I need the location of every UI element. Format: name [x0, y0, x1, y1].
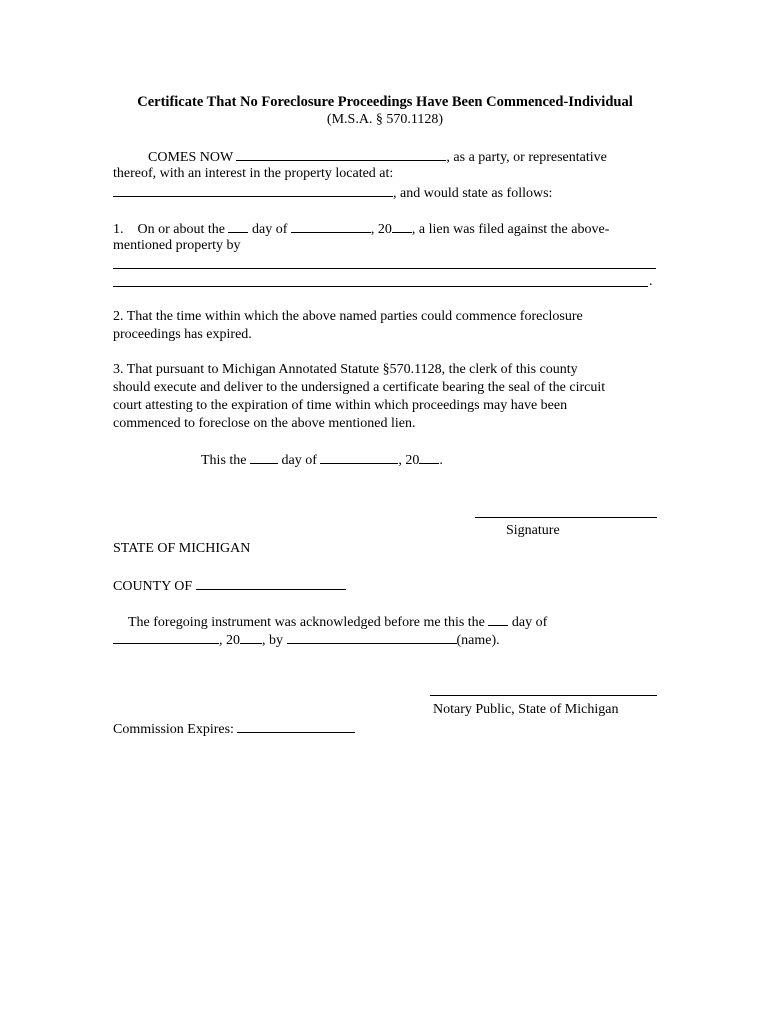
acknowledgment-by: , by	[262, 633, 283, 648]
intro-line-1	[148, 147, 607, 167]
acknowledgment-day-of: day of	[511, 615, 548, 630]
acknowledgment-line-1	[128, 612, 547, 632]
dated-prefix: This the	[201, 453, 247, 468]
item-1-line-1	[113, 219, 609, 239]
county-line	[113, 576, 346, 596]
party-suffix-text: , as a party, or representative	[446, 150, 607, 165]
item-1-period: .	[649, 274, 653, 289]
acknowledgment-year-prefix: , 20	[219, 633, 240, 648]
intro-line-3-suffix: , and would state as follows:	[393, 186, 553, 201]
acknowledgment-month-field[interactable]	[113, 630, 219, 644]
party-name-field[interactable]	[236, 147, 446, 161]
item-1-suffix: , a lien was filed against the above-	[411, 222, 610, 237]
commission-label: Commission Expires:	[113, 722, 234, 737]
item-1-prefix: On or about the	[137, 222, 225, 237]
item-1-line-2: mentioned property by	[113, 238, 241, 253]
item-1-day-of: day of	[251, 222, 288, 237]
dated-day-of: day of	[281, 453, 317, 468]
dated-year-field[interactable]	[419, 450, 439, 464]
lien-day-field[interactable]	[228, 219, 248, 233]
acknowledgment-line-2	[113, 630, 500, 650]
lien-holder-field-line-1[interactable]	[113, 268, 656, 269]
acknowledgment-prefix: The foregoing instrument was acknowledged before me this the	[128, 615, 485, 630]
item-3-line-4: commenced to foreclose on the above mentioned lien.	[113, 416, 416, 431]
item-3-line-2: should execute and deliver to the undersigned a certificate bearing the seal of the circuit	[113, 380, 606, 395]
acknowledgment-year-field[interactable]	[240, 630, 262, 644]
item-1-year-prefix: , 20	[370, 222, 392, 237]
item-3-line-1: 3. That pursuant to Michigan Annotated Statute §570.1128, the clerk of this county	[113, 362, 578, 377]
intro-line-3	[113, 183, 552, 203]
lien-holder-field-line-2[interactable]	[113, 286, 648, 287]
county-label: COUNTY OF	[113, 579, 193, 594]
comes-now-text: COMES NOW	[148, 150, 233, 165]
acknowledgment-name-suffix: (name).	[456, 633, 500, 648]
lien-year-field[interactable]	[392, 219, 412, 233]
dated-period: .	[439, 453, 443, 468]
state-heading: STATE OF MICHIGAN	[113, 541, 251, 556]
notary-signature-field[interactable]	[430, 695, 657, 696]
dated-month-field[interactable]	[320, 450, 398, 464]
document-title: Certificate That No Foreclosure Proceedings Have Been Commenced-Individual	[137, 94, 633, 110]
statute-reference: (M.S.A. § 570.1128)	[326, 112, 444, 127]
commission-expiry-field[interactable]	[237, 719, 355, 733]
signature-label: Signature	[506, 523, 560, 538]
item-1-number: 1.	[113, 222, 124, 237]
property-location-field[interactable]	[113, 183, 393, 197]
notary-label: Notary Public, State of Michigan	[433, 702, 619, 717]
dated-day-field[interactable]	[250, 450, 278, 464]
dated-line	[201, 450, 443, 470]
lien-month-field[interactable]	[291, 219, 371, 233]
acknowledgment-name-field[interactable]	[287, 630, 457, 644]
county-field[interactable]	[196, 576, 346, 590]
item-3-line-3: court attesting to the expiration of time within which proceedings may have been	[113, 398, 568, 413]
acknowledgment-day-field[interactable]	[488, 612, 508, 626]
dated-year-prefix: , 20	[398, 453, 420, 468]
commission-line	[113, 719, 355, 739]
item-2-line-1: 2. That the time within which the above named parties could commence foreclosure	[113, 309, 583, 324]
signature-field[interactable]	[475, 517, 657, 518]
intro-line-2: thereof, with an interest in the property located at:	[113, 166, 394, 181]
item-2-line-2: proceedings has expired.	[113, 327, 252, 342]
